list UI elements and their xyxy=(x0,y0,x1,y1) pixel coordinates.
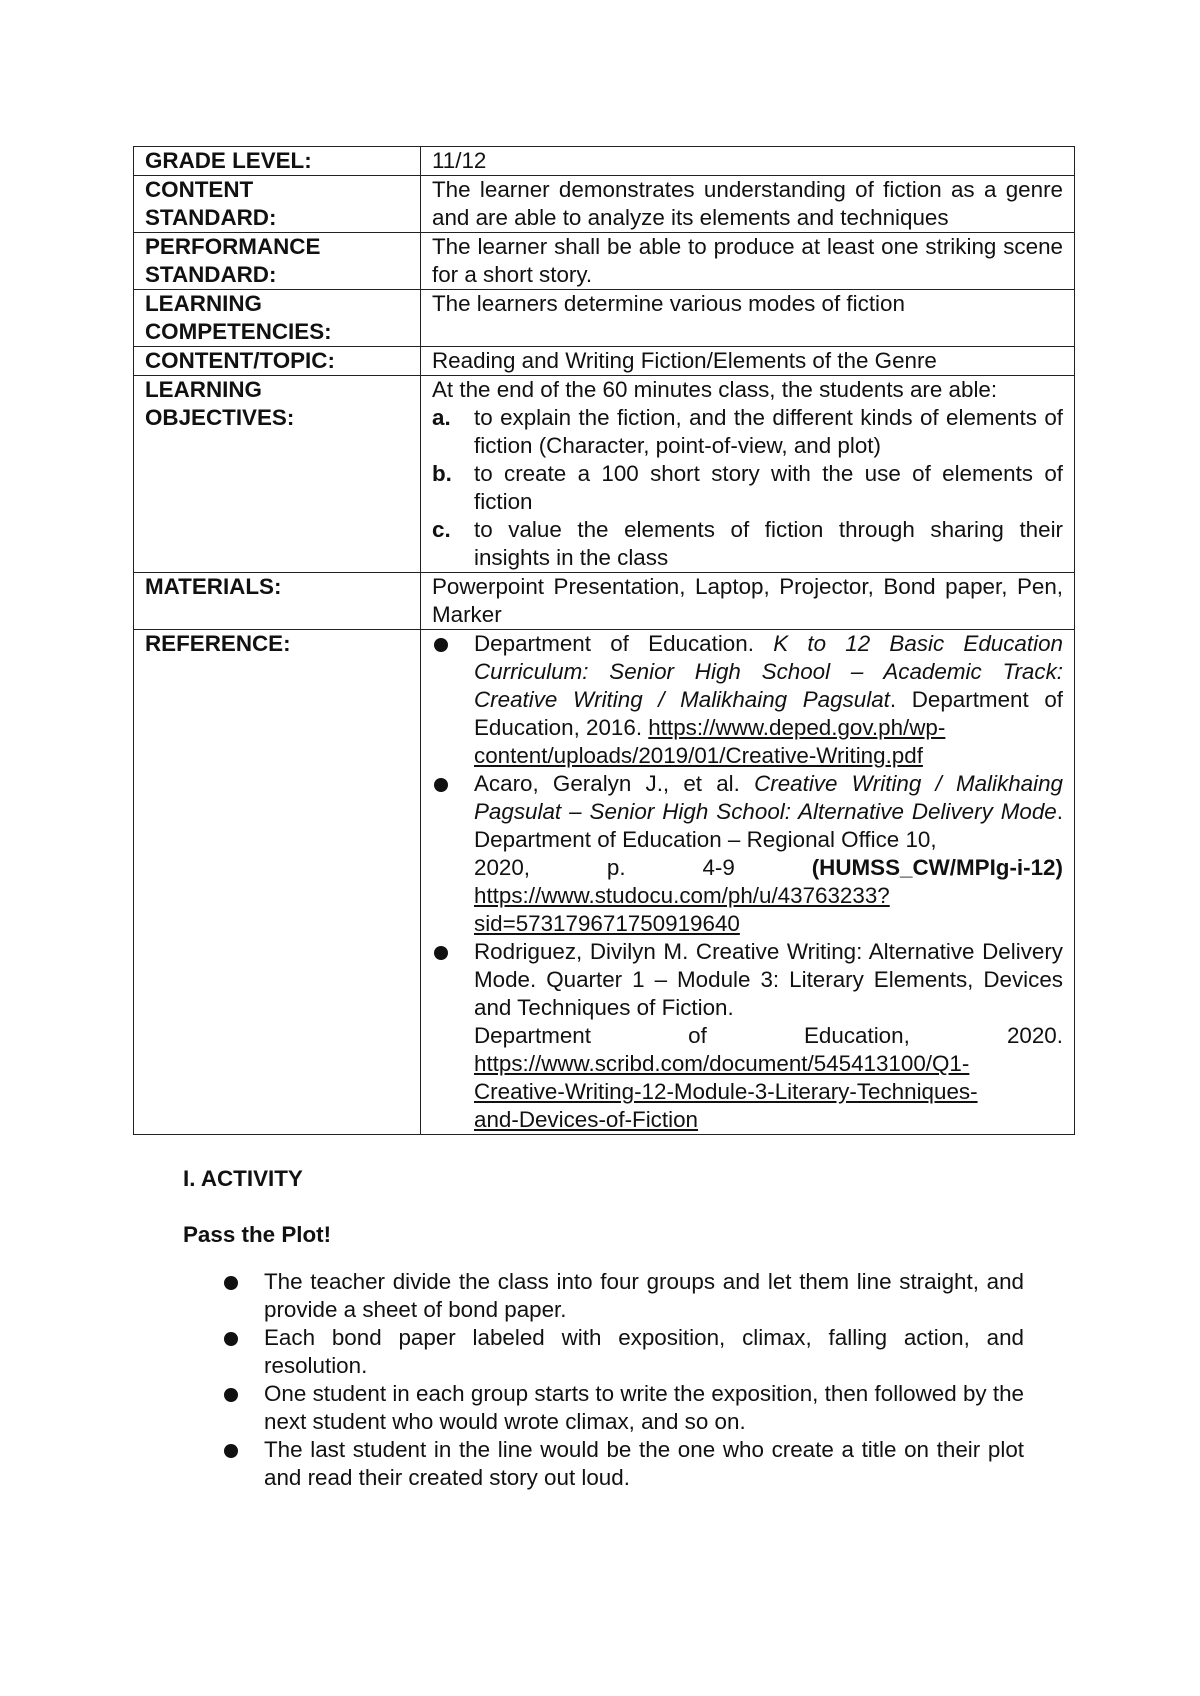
table-row-content-standard xyxy=(134,176,1075,233)
objective-text: to value the elements of fiction through sharing their insights in the class xyxy=(474,517,1063,570)
list-item xyxy=(222,1436,1024,1492)
performance-standard-value: The learner shall be able to produce at least one striking scene for a short story. xyxy=(421,233,1075,290)
reference-word: Department xyxy=(474,1023,591,1048)
reference-word: Education, xyxy=(803,1023,910,1048)
objectives-intro: At the end of the 60 minutes class, the students are able: xyxy=(432,377,998,402)
materials-value: Powerpoint Presentation, Laptop, Projector, Bond paper, Pen, Marker xyxy=(421,573,1075,630)
reference-text xyxy=(474,630,1063,770)
reference-item xyxy=(432,630,1063,770)
bullet-icon xyxy=(432,938,474,1134)
reference-label: REFERENCE: xyxy=(134,630,421,1135)
reference-publisher: . Department of Education, 2016. xyxy=(474,687,1063,740)
bullet-icon xyxy=(432,770,474,938)
learning-competencies-value: The learners determine various modes of fiction xyxy=(421,290,1075,347)
objective-marker: c. xyxy=(432,517,451,542)
reference-link-continued[interactable]: Creative-Writing-12-Module-3-Literary-Techniques- xyxy=(474,1079,978,1104)
reference-link[interactable]: https://www.studocu.com/ph/u/43763233? xyxy=(474,883,890,908)
reference-item xyxy=(432,770,1063,938)
learning-objectives-label-line-2: OBJECTIVES: xyxy=(145,405,295,430)
content-standard-label xyxy=(134,176,421,233)
reference-publisher: . Department of Education – Regional Office 10, xyxy=(474,799,1063,852)
reference-line xyxy=(474,1022,1063,1050)
grade-level-label: GRADE LEVEL: xyxy=(134,147,421,176)
learning-objectives-label-line-1: LEARNING xyxy=(145,377,262,402)
reference-title: Creative Writing / Malikhaing Pagsulat – Senior High School: Alternative Delivery Mode xyxy=(474,771,1063,824)
list-item-text: Each bond paper labeled with exposition, climax, falling action, and resolution. xyxy=(264,1325,1024,1378)
performance-standard-label-line-2: STANDARD: xyxy=(145,262,277,287)
reference-line xyxy=(474,854,1063,882)
objective-item xyxy=(432,460,1063,516)
reference-link-continued[interactable]: content/uploads/2019/01/Creative-Writing.pdf xyxy=(474,743,923,768)
reference-value xyxy=(421,630,1075,1135)
bullet-icon xyxy=(222,1268,264,1324)
reference-link-continued[interactable]: and-Devices-of-Fiction xyxy=(474,1107,698,1132)
learning-objectives-label xyxy=(134,376,421,573)
content-topic-label: CONTENT/TOPIC: xyxy=(134,347,421,376)
reference-link[interactable]: https://www.scribd.com/document/545413100/Q1- xyxy=(474,1051,970,1076)
objective-marker: a. xyxy=(432,405,451,430)
table-row-learning-competencies xyxy=(134,290,1075,347)
table-row-grade-level xyxy=(134,147,1075,176)
reference-link[interactable]: https://www.deped.gov.ph/wp- xyxy=(648,715,946,740)
reference-code: (HUMSS_CW/MPIg-i-12) xyxy=(811,855,1063,880)
activity-list xyxy=(222,1268,1024,1492)
content-topic-value: Reading and Writing Fiction/Elements of the Genre xyxy=(421,347,1075,376)
list-item xyxy=(222,1380,1024,1436)
objective-item xyxy=(432,516,1063,572)
reference-link-continued[interactable]: sid=573179671750919640 xyxy=(474,911,740,936)
reference-word: 2020. xyxy=(1006,1023,1063,1048)
objective-text: to explain the fiction, and the different kinds of elements of fiction (Character, point-of-view, and plot) xyxy=(474,405,1063,458)
grade-level-value: 11/12 xyxy=(421,147,1075,176)
bullet-icon xyxy=(432,630,474,770)
list-item xyxy=(222,1268,1024,1324)
learning-competencies-label xyxy=(134,290,421,347)
reference-title: K to 12 Basic Education Curriculum: Senior High School – Academic Track: Creative Writing / Malikhaing Pagsulat xyxy=(474,631,1063,712)
content-standard-label-line-1: CONTENT xyxy=(145,177,254,202)
list-item-text: One student in each group starts to write the exposition, then followed by the next student who would wrote climax, and so on. xyxy=(264,1381,1024,1434)
reference-year: 2020, xyxy=(474,855,531,880)
table-row-performance-standard xyxy=(134,233,1075,290)
reference-author: Acaro, Geralyn J., et al. xyxy=(474,771,755,796)
table-row-materials xyxy=(134,573,1075,630)
activity-title: Pass the Plot! xyxy=(183,1222,332,1247)
reference-item xyxy=(432,938,1063,1134)
reference-word: of xyxy=(688,1023,707,1048)
list-item-text: The last student in the line would be the one who create a title on their plot and read their created story out loud. xyxy=(264,1437,1024,1490)
content-standard-label-line-2: STANDARD: xyxy=(145,205,277,230)
list-item-text: The teacher divide the class into four groups and let them line straight, and provide a sheet of bond paper. xyxy=(264,1269,1024,1322)
objective-marker: b. xyxy=(432,461,452,486)
performance-standard-label xyxy=(134,233,421,290)
activity-heading: I. ACTIVITY xyxy=(183,1166,303,1191)
learning-competencies-label-line-2: COMPETENCIES: xyxy=(145,319,332,344)
bullet-icon xyxy=(222,1436,264,1492)
table-row-learning-objectives xyxy=(134,376,1075,573)
reference-text xyxy=(474,770,1063,938)
bullet-icon xyxy=(222,1380,264,1436)
table-row-content-topic xyxy=(134,347,1075,376)
reference-page-abbrev: p. xyxy=(606,855,626,880)
reference-text xyxy=(474,938,1063,1134)
list-item xyxy=(222,1324,1024,1380)
reference-citation: Rodriguez, Divilyn M. Creative Writing: Alternative Delivery Mode. Quarter 1 – Module 3: Literary Elements, Devices and Techniques of Fiction. xyxy=(474,939,1063,1020)
table-row-reference xyxy=(134,630,1075,1135)
reference-author: Department of Education. xyxy=(474,631,774,656)
learning-competencies-label-line-1: LEARNING xyxy=(145,291,262,316)
lesson-plan-table xyxy=(133,146,1075,1135)
bullet-icon xyxy=(222,1324,264,1380)
materials-label: MATERIALS: xyxy=(134,573,421,630)
reference-pages: 4-9 xyxy=(702,855,735,880)
content-standard-value: The learner demonstrates understanding of fiction as a genre and are able to analyze its elements and techniques xyxy=(421,176,1075,233)
objective-item xyxy=(432,404,1063,460)
objective-text: to create a 100 short story with the use of elements of fiction xyxy=(474,461,1063,514)
performance-standard-label-line-1: PERFORMANCE xyxy=(145,234,321,259)
learning-objectives-value xyxy=(421,376,1075,573)
